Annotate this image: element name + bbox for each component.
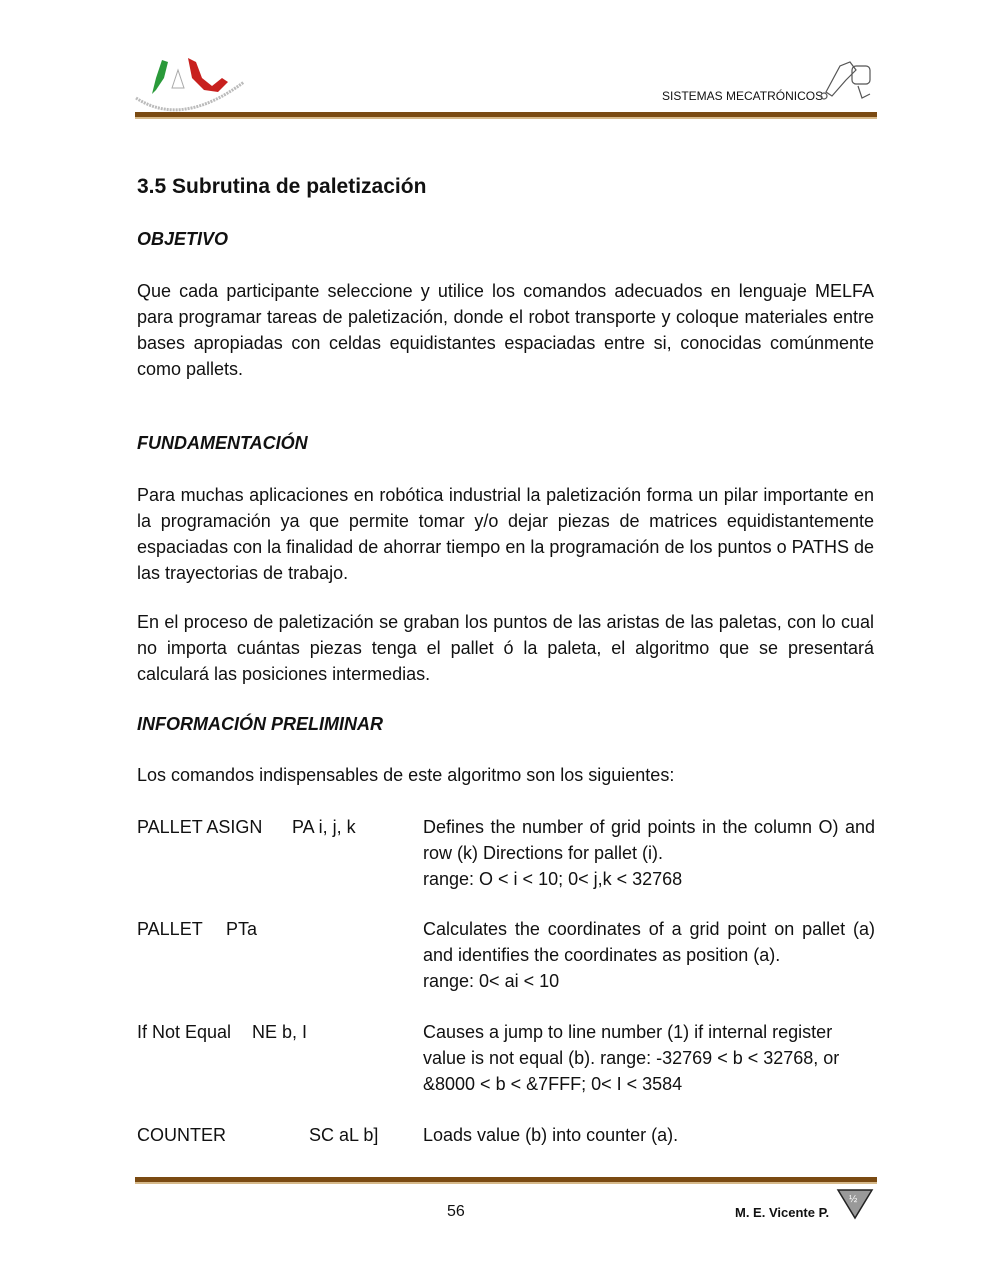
command-description (423, 814, 875, 892)
fundamentacion-heading: FUNDAMENTACIÓN (137, 433, 308, 453)
description-line: Causes a jump to line number (1) if internal register value is not equal (b). range: -32769 < b < 32768, or &8000 < b < &7FFF; 0< I < 3584 (423, 1022, 840, 1094)
author-logo-icon (836, 1188, 874, 1225)
command-name: COUNTER (137, 1125, 226, 1145)
header-divider (135, 112, 877, 119)
command-syntax: SC aL b] (309, 1125, 379, 1145)
robot-arm-icon (818, 56, 876, 102)
informacion-intro: Los comandos indispensables de este algoritmo son los siguientes: (137, 765, 675, 785)
header-title: SISTEMAS MECATRÓNICOS (662, 89, 824, 103)
command-syntax: PA i, j, k (292, 817, 356, 837)
fundamentacion-paragraph-1: Para muchas aplicaciones en robótica industrial la paletización forma un pilar importante en la programación ya que permite tomar y/o dejar piezas de matrices equidistantemente espaciadas con la finalidad de ahorrar tiempo en la programación de los puntos o PATHS de las trayectorias de trabajo. (137, 485, 874, 583)
objetivo-paragraph: Que cada participante seleccione y utilice los comandos adecuados en lenguaje MELFA para programar tareas de paletización, donde el robot transporte y coloque materiales entre bases apropiadas con celdas equidistantes espaciadas entre si, conocidas comúnmente como pallets. (137, 281, 874, 379)
footer-author: M. E. Vicente P. (735, 1205, 830, 1220)
command-syntax: PTa (226, 919, 258, 939)
command-name: PALLET ASIGN (137, 817, 263, 837)
objetivo-heading: OBJETIVO (137, 229, 229, 249)
description-line: range: O < i < 10; 0< j,k < 32768 (423, 869, 683, 889)
command-description (423, 1019, 875, 1097)
section-title: 3.5 Subrutina de paletización (137, 175, 427, 198)
command-name: PALLET (137, 919, 203, 939)
command-name: If Not Equal (137, 1022, 232, 1042)
footer-divider (135, 1177, 877, 1184)
page-number: 56 (447, 1203, 465, 1220)
institution-logo (132, 48, 250, 120)
command-description (423, 1122, 875, 1148)
svg-text:½: ½ (849, 1194, 858, 1205)
description-line: range: 0< ai < 10 (423, 971, 560, 991)
description-line: Calculates the coordinates of a grid point on pallet (a) and identifies the coordinates as position (a). (423, 919, 875, 965)
command-syntax: NE b, I (252, 1022, 308, 1042)
fundamentacion-paragraph-2: En el proceso de paletización se graban los puntos de las aristas de las paletas, con lo cual no importa cuántas piezas tenga el pallet ó la paleta, el algoritmo que se presentará calculará las posiciones intermedias. (137, 612, 874, 684)
description-line: Defines the number of grid points in the column O) and row (k) Directions for pallet (i). (423, 817, 875, 863)
command-description (423, 916, 875, 994)
informacion-heading: INFORMACIÓN PRELIMINAR (137, 714, 383, 734)
description-line: Loads value (b) into counter (a). (423, 1125, 679, 1145)
